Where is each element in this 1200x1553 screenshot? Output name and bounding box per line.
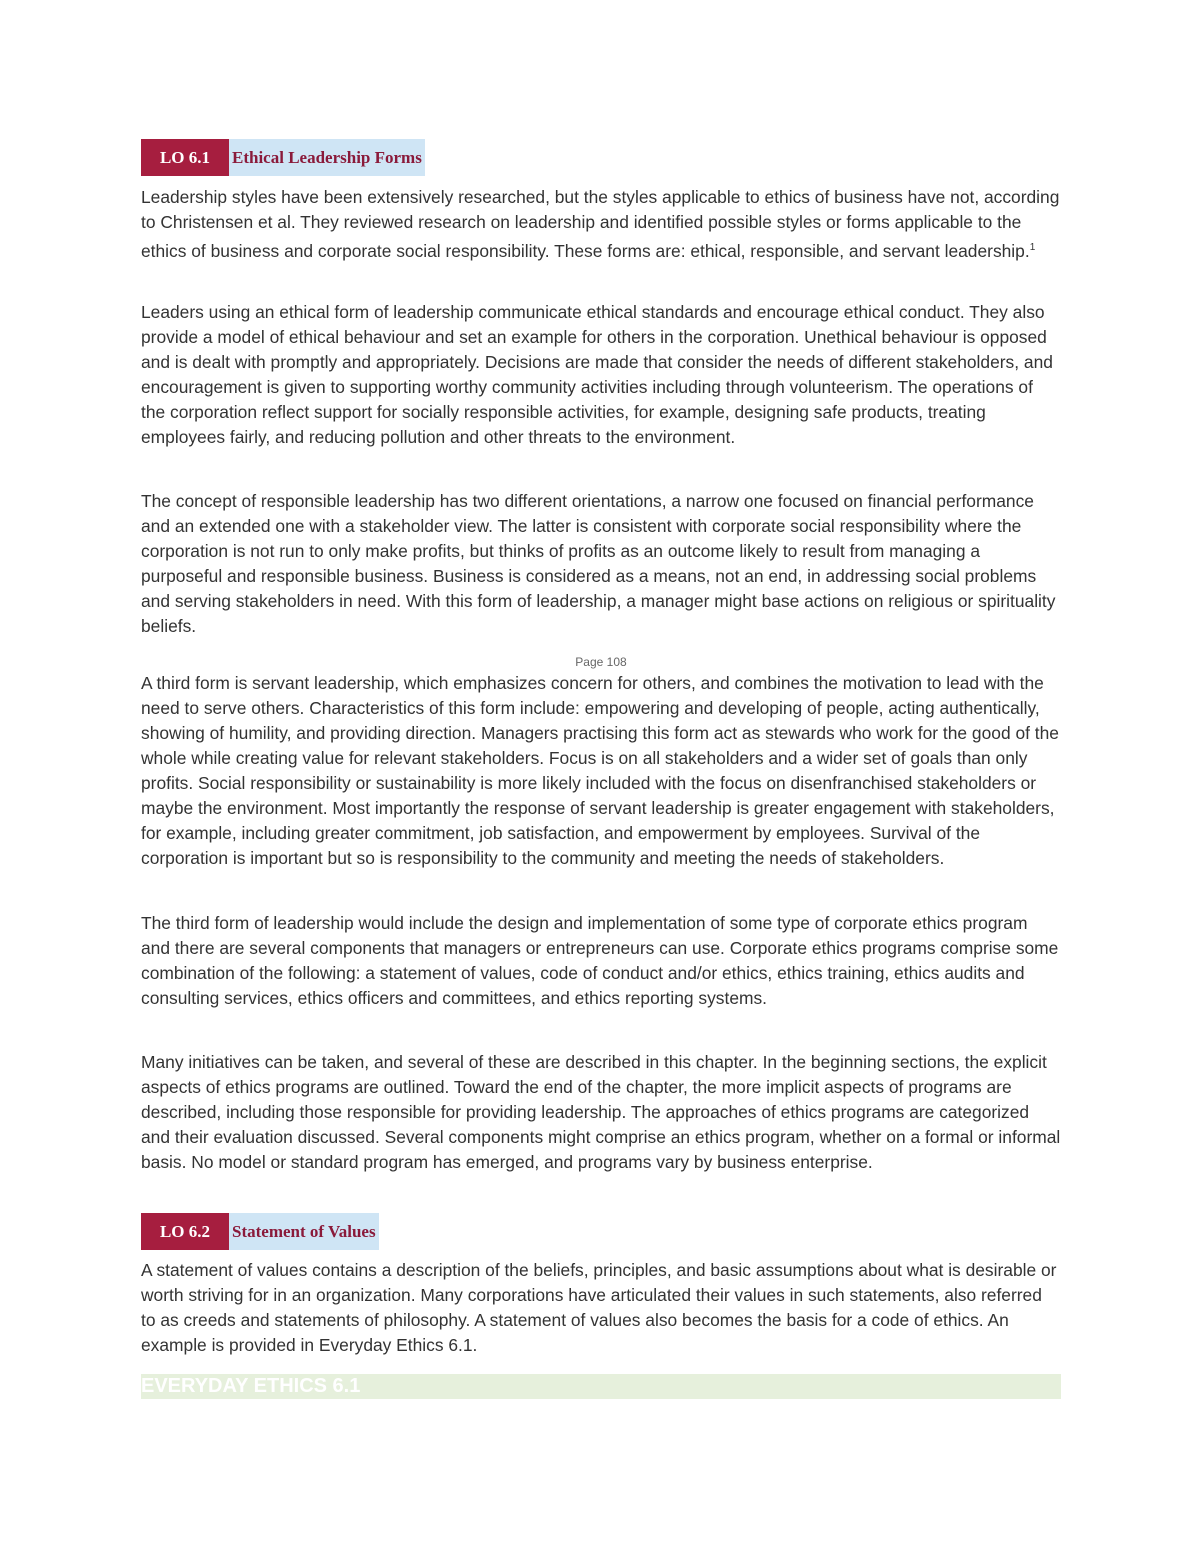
footnote-marker: 1 [1029,242,1036,253]
paragraph-responsible-leadership: The concept of responsible leadership has two different orientations, a narrow one focused on financial performance and an extended one with a stakeholder view. The latter is consistent with corporate social responsibility where the corporation is not run to only make profits, but thinks of profits as an outcome likely to result from managing a purposeful and responsible business. Business is considered as a means, not an end, in addressing social problems and serving stakeholders in need. With this form of leadership, a manager might base actions on religious or spirituality beliefs. [141,491,1056,636]
paragraph-ethical-leadership: Leaders using an ethical form of leadership communicate ethical standards and encourage ethical conduct. They also provide a model of ethical behaviour and set an example for others in the corporation. Unethical behaviour is opposed and is dealt with promptly and appropriately. Decisions are made that consider the needs of different stakeholders, and encouragement is given to supporting worthy community activities including through volunteerism. The operations of the corporation reflect support for socially responsible activities, for example, designing safe products, treating employees fairly, and reducing pollution and other threats to the environment. [141,302,1053,447]
lo-tag: LO 6.1 [141,139,229,176]
lo-tag: LO 6.2 [141,1213,229,1250]
lo-6-1-heading [141,139,425,176]
paragraph-ethics-program: The third form of leadership would include the design and implementation of some type of corporate ethics program and there are several components that managers or entrepreneurs can use. Corporate ethics programs comprise some combination of the following: a statement of values, code of conduct and/or ethics, ethics training, ethics audits and consulting services, ethics officers and committees, and ethics reporting systems. [141,913,1059,1008]
section-title: Ethical Leadership Forms [229,139,425,176]
everyday-ethics-box-header: EVERYDAY ETHICS 6.1 [141,1374,1061,1399]
lo-6-2-heading [141,1213,379,1250]
paragraph-statement-of-values: A statement of values contains a description of the beliefs, principles, and basic assumptions about what is desirable or worth striving for in an organization. Many corporations have articulated their values in such statements, also referred to as creeds and statements of philosophy. A statement of values also becomes the basis for a code of ethics. An example is provided in Everyday Ethics 6.1. [141,1260,1057,1355]
paragraph-text: Leadership styles have been extensively researched, but the styles applicable to ethics of business have not, according to Christensen et al. They reviewed research on leadership and identified possible styles or forms applicable to the ethics of business and corporate social responsibility. These forms are: ethical, responsible, and servant leadership. [141,187,1060,261]
page-number-marker: Page 108 [575,655,627,669]
paragraph-leadership-styles [141,185,1061,264]
paragraph-servant-leadership: A third form is servant leadership, which emphasizes concern for others, and combines the motivation to lead with the need to serve others. Characteristics of this form include: empowering and developing of people, acting authentically, showing of humility, and providing direction. Managers practising this form act as stewards who work for the good of the whole while creating value for relevant stakeholders. Focus is on all stakeholders and a wider set of goals than only profits. Social responsibility or sustainability is more likely included with the focus on disenfranchised stakeholders or maybe the environment. Most importantly the response of servant leadership is greater engagement with stakeholders, for example, including greater commitment, job satisfaction, and empowerment by employees. Survival of the corporation is important but so is responsibility to the community and meeting the needs of stakeholders. [141,673,1059,868]
paragraph-initiatives: Many initiatives can be taken, and several of these are described in this chapter. In the beginning sections, the explicit aspects of ethics programs are outlined. Toward the end of the chapter, the more implicit aspects of programs are described, including those responsible for providing leadership. The approaches of ethics programs are categorized and their evaluation discussed. Several components might comprise an ethics program, whether on a formal or informal basis. No model or standard program has emerged, and programs vary by business enterprise. [141,1052,1061,1172]
section-title: Statement of Values [229,1213,379,1250]
